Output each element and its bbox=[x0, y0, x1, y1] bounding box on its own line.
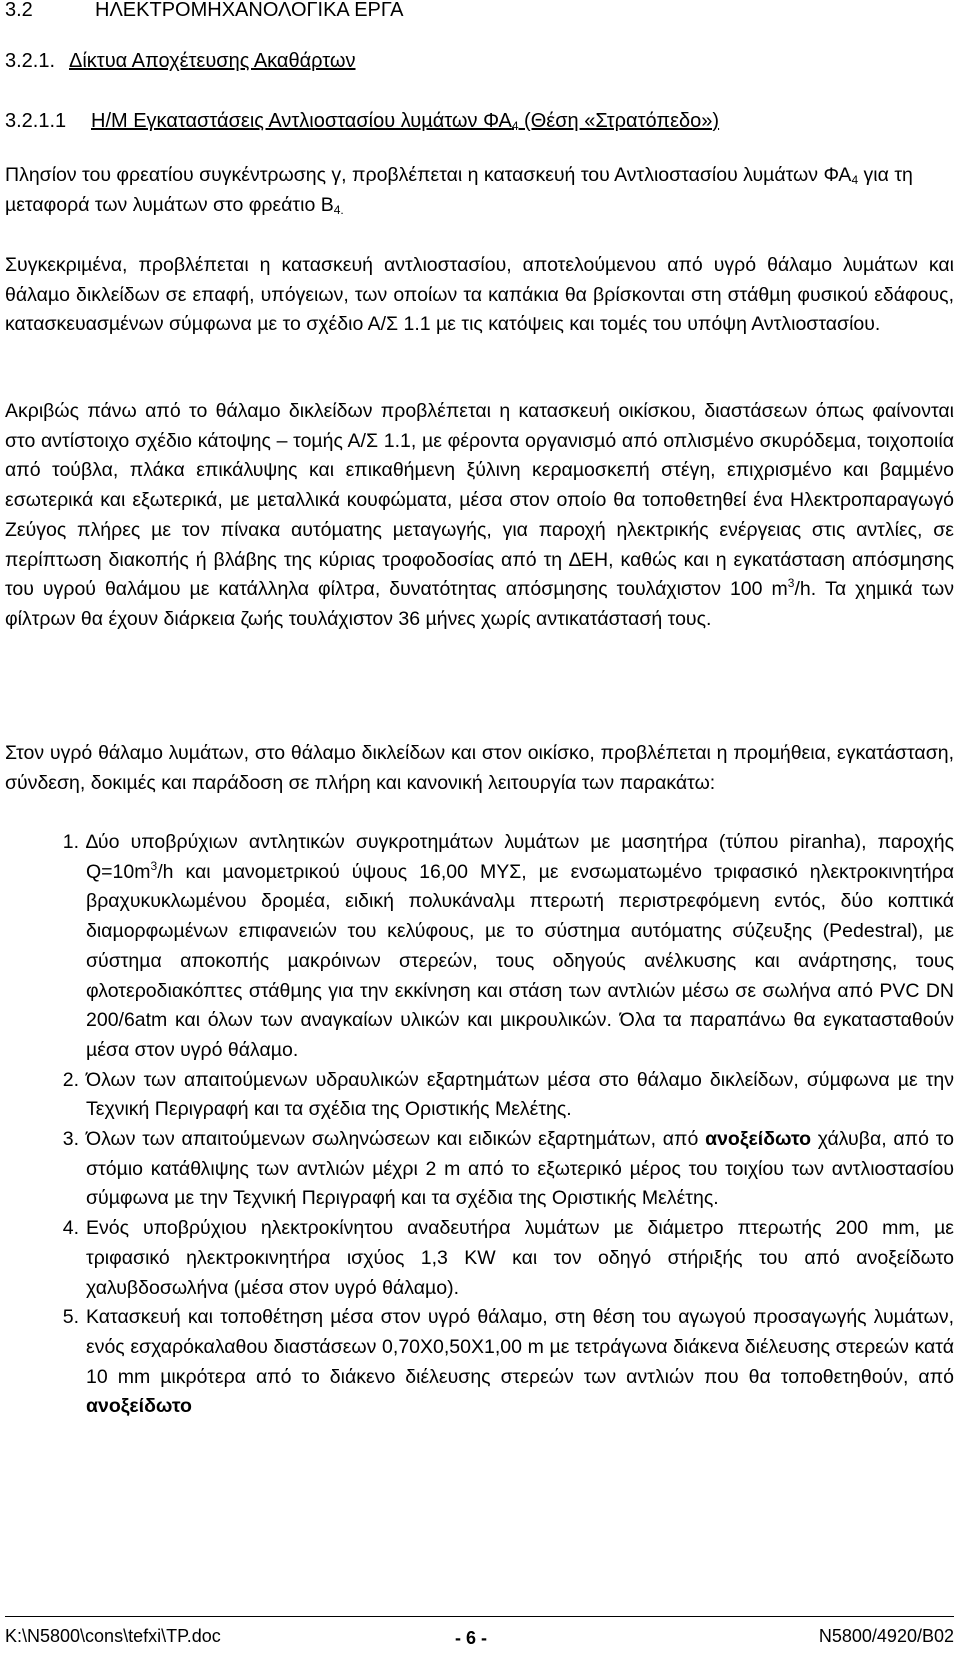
subsubsection-title-b: (Θέση «Στρατόπεδο») bbox=[518, 110, 720, 132]
list-item-text: Ενός υποβρύχιου ηλεκτροκίνητου αναδευτήρα λυµάτων µε διάµετρο πτερωτής 200 mm, µε τριφασικό ηλεκτροκινητήρα ισχύος 1,3 KW και τον οδηγό στήριξής του από ανοξείδωτο χαλυβδοσωλήνα (µέσα στον υγρό θάλαµο). bbox=[86, 1217, 954, 1299]
list-item-text bbox=[86, 1303, 954, 1422]
list-item-5-part-a: Κατασκευή και τοποθέτηση µέσα στον υγρό θάλαµο, στη θέση του αγωγού προσαγωγής λυµάτων, ενός εσχαρόκαλαθου διαστάσεων 0,70Χ0,50Χ1,00 m µε τετράγωνα διάκενα διέλευσης στερεών κατά 10 mm µικρότερα από το διάκενο διέλευσης στερεών των αντλιών που θα τοποθετηθούν, από bbox=[86, 1306, 954, 1388]
list-item bbox=[5, 828, 954, 1066]
paragraph-3-part-a: Ακριβώς πάνω από το θάλαµο δικλείδων προβλέπεται η κατασκευή οικίσκου, διαστάσεων όπως φαίνονται στο αντίστοιχο σχέδιο κάτοψης – τοµής Α/Σ 1.1, µε φέροντα οργανισµό από οπλισµένο σκυρόδεµα, τοιχοποιία από τούβλα, πλάκα επικάλυψης και επικαθήµενη ξύλινη κεραµοσκεπή στέγη, επιχρισµένο και βαµµένο εσωτερικά και εξωτερικά, µε µεταλλικά κουφώµατα, µέσα στον οποίο θα τοποθετηθεί ένα Ηλεκτροπαραγωγό Ζεύγος πλήρες µε τον πίνακα αυτόµατης µεταγωγής, για παροχή ηλεκτρικής ενέργειας στις αντλίες, σε περίπτωση διακοπής ή βλάβης της κύριας τροφοδοσίας από τη ∆ΕΗ, καθώς και η εγκατάσταση απόσµησης του υγρού θαλάµου µε κατάλληλα φίλτρα, δυνατότητας απόσµησης τουλάχιστον 100 m bbox=[5, 400, 954, 601]
list-item-text bbox=[86, 828, 954, 1066]
list-item-number: 3. bbox=[62, 1128, 79, 1151]
section-number: 3.2 bbox=[5, 0, 33, 21]
paragraph-3-sup: 3 bbox=[787, 576, 795, 591]
paragraph-3 bbox=[5, 397, 954, 635]
numbered-list bbox=[5, 828, 954, 1422]
subsubsection-heading bbox=[5, 107, 719, 137]
list-item-text: Όλων των απαιτούµενων υδραυλικών εξαρτηµάτων µέσα στο θάλαµο δικλείδων, σύµφωνα µε την Τεχνική Περιγραφή και τα σχέδια της Οριστικής Μελέτης. bbox=[86, 1068, 954, 1121]
footer-divider bbox=[5, 1616, 954, 1617]
list-item bbox=[5, 1066, 954, 1125]
subsection-title: Δίκτυα Αποχέτευσης Ακαθάρτων bbox=[69, 50, 356, 72]
list-item-1-part-a: ∆ύο υποβρύχιων αντλητικών συγκροτηµάτων λυµάτων µε µασητήρα (τύπου piranha), παροχής Q=10m bbox=[86, 831, 954, 883]
list-item bbox=[5, 1214, 954, 1303]
list-item-number: 2. bbox=[62, 1068, 79, 1091]
paragraph-1-sub-1: 4 bbox=[851, 173, 859, 187]
section-heading bbox=[5, 0, 403, 26]
paragraph-1 bbox=[5, 161, 954, 220]
list-item-3-part-b: χάλυβα, από το στόµιο κατάθλιψης των αντλιών µέχρι 2 m από το εξωτερικό µέρος του τοιχίου των αντλιοστασίου σύµφωνα µε την Τεχνική Περιγραφή και τα σχέδια της Οριστικής Μελέτης. bbox=[86, 1128, 954, 1210]
subsection-number: 3.2.1. bbox=[5, 50, 56, 72]
list-item-3-part-a: Όλων των απαιτούµενων σωληνώσεων και ειδικών εξαρτηµάτων, από bbox=[86, 1128, 706, 1151]
subsection-heading bbox=[5, 47, 356, 77]
footer-document-code: N5800/4920/B02 bbox=[818, 1626, 954, 1646]
subsubsection-number: 3.2.1.1 bbox=[5, 110, 67, 132]
paragraph-1-part-a: Πλησίον του φρεατίου συγκέντρωσης γ, προβλέπεται η κατασκευή του Αντλιοστασίου λυµάτων ΦΑ bbox=[5, 164, 852, 186]
paragraph-4: Στον υγρό θάλαµο λυµάτων, στο θάλαµο δικλείδων και στον οικίσκο, προβλέπεται η προµήθεια, εγκατάσταση, σύνδεση, δοκιµές και παράδοση σε πλήρη και κανονική λειτουργία των παρακάτω: bbox=[5, 742, 954, 794]
list-item-1-sup: 3 bbox=[150, 858, 158, 873]
list-item-5-bold: ανοξείδωτο bbox=[86, 1395, 192, 1418]
list-item-text bbox=[86, 1125, 954, 1214]
list-item-1-part-b: /h και µανοµετρικού ύψους 16,00 ΜΥΣ, µε ενσωµατωµένο τριφασικό ηλεκτροκινητήρα βραχυκυκλωµένου δροµέα, ειδική πολυκάναλµ πτερωτή περιστρεφόµενη εντός, δύο κοπτικά διαµορφωµένων επιφανειών του κελύφους, µε το σύστηµα αυτόµατης σύζευξης (Pedestral), µε σύστηµα αποκοπής µακρόινων στερεών, τους οδηγούς ανέλκυσης και ανάρτησης, τους φλοτεροδιακόπτες στάθµης για την εκκίνηση και στάση των αντλιών µέσω σε σωλήνα από PVC DN 200/6atm και όλων των αναγκαίων υλικών και µικρουλικών. Όλα τα παραπάνω θα εγκατασταθούν µέσα στον υγρό θάλαµο. bbox=[86, 860, 954, 1061]
list-item-number: 5. bbox=[62, 1306, 79, 1329]
section-title: ΗΛΕΚΤΡΟΜΗΧΑΝΟΛΟΓΙΚΑ ΕΡΓΑ bbox=[95, 0, 404, 21]
paragraph-2: Συγκεκριµένα, προβλέπεται η κατασκευή αντλιοστασίου, αποτελούµενου από υγρό θάλαµο λυµάτων και θάλαµο δικλείδων σε επαφή, υπόγειων, των οποίων τα καπάκια θα βρίσκονται στη στάθµη φυσικού εδάφους, κατασκευασµένων σύµφωνα µε το σχέδιο Α/Σ 1.1 µε τις κατόψεις και τοµές του υπόψη Αντλιοστασίου. bbox=[5, 254, 954, 336]
list-item bbox=[5, 1303, 954, 1422]
list-item-number: 1. bbox=[62, 831, 79, 853]
list-item-3-bold: ανοξείδωτο bbox=[705, 1128, 812, 1151]
list-item bbox=[5, 1125, 954, 1214]
footer-page-number: - 6 - bbox=[455, 1628, 488, 1648]
paragraph-1-sub-2: 4. bbox=[333, 202, 344, 217]
paragraph-1-part-b: για τη µεταφορά των λυµάτων στο φρεάτιο Β bbox=[5, 164, 913, 216]
subsubsection-title-a: Η/Μ Εγκαταστάσεις Αντλιοστασίου λυµάτων ΦΑ bbox=[91, 110, 512, 132]
list-item-number: 4. bbox=[62, 1217, 79, 1240]
subsubsection-title-sub: 4 bbox=[511, 119, 519, 133]
page-footer bbox=[5, 1620, 954, 1650]
paragraph-3-part-b: /h. Τα χηµικά των φίλτρων θα έχουν διάρκεια ζωής τουλάχιστον 36 µήνες χωρίς αντικατάστασή τους. bbox=[5, 578, 954, 630]
footer-file-path: K:\N5800\cons\tefxi\TP.doc bbox=[5, 1626, 221, 1646]
